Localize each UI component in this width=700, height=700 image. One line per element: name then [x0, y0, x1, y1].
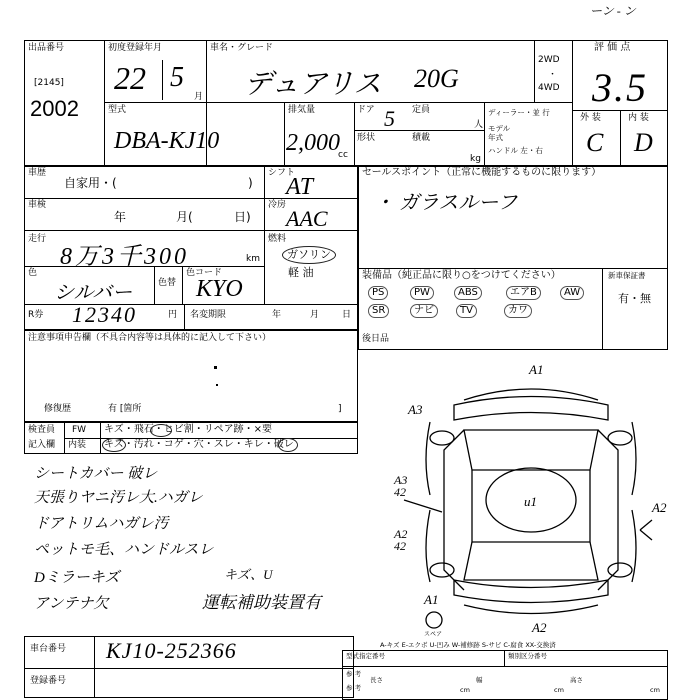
note-1: シートカバー 破レ [34, 466, 158, 482]
note-6: アンテナ欠 [34, 596, 109, 612]
mark-rear-a2: A2 [532, 620, 547, 635]
recycle-yen: 円 [168, 310, 178, 320]
shift-value: AT [286, 174, 314, 200]
name-change-label: 名変期限 [190, 310, 227, 320]
equipment-item: TV [456, 304, 477, 318]
inspection-day: 日) [234, 210, 251, 224]
category-label: 類別区分番号 [508, 652, 547, 660]
model-year-label: モデル 年式 [488, 124, 511, 142]
legend: A-キズ E-エクボ U-凹み W-補修跡 S-サビ C-腐食 XX-交換済 [380, 641, 556, 649]
load-label: 積載 [412, 133, 431, 143]
warranty-label: 新車保証書 [608, 271, 646, 280]
dealer-label: ディーラー・並 行 [488, 108, 550, 117]
length-label: 長さ [370, 676, 383, 684]
color-code: KYO [196, 276, 243, 302]
ref-2: 参 考 [346, 684, 362, 692]
inspection-label: 車検 [28, 200, 47, 210]
mark-front-a3: A3 [408, 402, 423, 417]
cm-3: cm [650, 686, 660, 694]
displacement-label: 排気量 [288, 105, 316, 115]
door-label: ドア [357, 105, 375, 115]
equipment-item: PS [368, 286, 388, 300]
chassis-number: KJ10-252366 [106, 638, 237, 663]
reg-number-label: 登録番号 [30, 676, 67, 686]
car-name: デュアリス [244, 69, 382, 100]
sales-points-label: セールスポイント（正常に機能するものに限ります） [362, 167, 602, 178]
mileage: 8万3千300 [60, 244, 189, 270]
equipment-item: ナビ [410, 304, 438, 318]
designation-frame [342, 650, 668, 700]
displacement: 2,000 [286, 130, 340, 156]
handle-label: ハンドル 左・右 [488, 146, 543, 155]
color-no-label: 色替 [158, 278, 177, 288]
cm-1: cm [460, 686, 470, 694]
shape-label: 形状 [357, 133, 376, 143]
fuel-label: 燃料 [268, 234, 287, 244]
recycle-amount: 12340 [72, 302, 137, 327]
note-7: キズ、U [224, 567, 273, 582]
mark-side-a2: A2 42 [394, 527, 408, 553]
fw-items: キズ・飛石・ヒビ割・リペア跡・×要 [104, 424, 272, 435]
nc-month: 月 [310, 310, 320, 320]
mark-roof-a1: A1 [529, 362, 544, 377]
notes-frame [24, 330, 358, 422]
note-8: 運転補助装置有 [202, 593, 321, 612]
equipment-item: ABS [454, 286, 482, 300]
equipment-item: PW [410, 286, 434, 300]
sales-point-item: ・ ガラスルーフ [374, 192, 518, 214]
ac-label: 冷房 [268, 200, 287, 210]
car-name-label: 車名・グレード [210, 43, 274, 53]
reg-year: 22 [114, 60, 146, 96]
mark-rear-a1: A1 [424, 592, 439, 607]
ref-1: 参 考 [346, 670, 362, 678]
grade: 20G [414, 64, 459, 93]
exterior-label: 外 装 [580, 113, 601, 123]
lot-number: 2002 [30, 96, 79, 121]
cm-2: cm [554, 686, 564, 694]
equipment-item: エアB [506, 286, 541, 300]
inspector-label-2: 記入欄 [28, 440, 56, 450]
interior-label: 内 装 [628, 113, 649, 123]
drive-dot: ・ [548, 70, 558, 80]
km-unit: km [246, 254, 260, 264]
recycle-label: R券 [28, 310, 44, 320]
lot-label: 出品番号 [28, 43, 65, 53]
color-label: 色 [28, 268, 38, 278]
score: 3.5 [592, 65, 648, 110]
inspection-year: 年 [114, 210, 127, 224]
note-3: ドアトリムハガレ汚 [34, 516, 169, 532]
drive-4wd: 4WD [538, 83, 560, 93]
nc-year: 年 [272, 310, 282, 320]
color-code-label: 色コード [186, 268, 223, 278]
repair-value: 有 [箇所 [108, 404, 142, 414]
warranty-value: 有・無 [618, 292, 651, 305]
color-value: シルバー [54, 282, 133, 304]
reg-month: 5 [170, 62, 184, 93]
history-close: ) [248, 176, 253, 190]
top-fragment: ーン ‐ ン [590, 4, 636, 18]
note-2: 天張りヤニ汚レ大.ハガレ [34, 490, 203, 506]
first-reg-label: 初度登録年月 [108, 43, 163, 53]
note-5: Dミラーキズ [34, 570, 120, 586]
width-label: 幅 [476, 676, 483, 684]
equipment-item: カワ [504, 304, 532, 318]
fw-label: FW [72, 425, 87, 435]
fuel-diesel: 軽 油 [288, 266, 314, 279]
shift-label: シフト [268, 168, 296, 178]
inspection-month: 月( [176, 210, 193, 224]
inspector-label-1: 検査員 [28, 425, 56, 435]
doors: 5 [384, 106, 395, 131]
spare-label: スペア [424, 631, 443, 638]
mark-center-u1: u1 [524, 494, 537, 509]
mark-right-a2: A2 [652, 500, 667, 515]
interior-grade: D [634, 128, 653, 157]
history-value: 自家用・( [64, 176, 117, 190]
rear-seat-label: 後日品 [362, 334, 390, 344]
model-label: 型式 [108, 105, 127, 115]
notes-label: 注意事項申告欄（不具合内容等は具体的に記入して下さい） [28, 333, 272, 343]
drive-2wd: 2WD [538, 55, 560, 65]
capacity-label: 定員 [412, 105, 431, 115]
model-code: DBA-KJ10 [114, 128, 220, 154]
int-items: キズ・汚れ・コゲ・穴・スレ・キレ・破レ [104, 439, 294, 450]
int-label: 内装 [68, 440, 87, 450]
auction-code: [2145] [34, 78, 64, 88]
chassis-label: 車台番号 [30, 644, 67, 654]
fuel-gas: ガソリン [282, 246, 336, 264]
equipment-label: 装備品（純正品に限り○をつけてください） [362, 270, 561, 281]
nc-day: 日 [342, 310, 352, 320]
repair-label: 修復歴 [44, 404, 72, 414]
height-label: 高さ [570, 676, 583, 684]
auction-sheet [24, 40, 668, 700]
capacity-unit: 人 [474, 120, 484, 130]
repair-close: ] [338, 404, 342, 414]
note-4: ペットモ毛、ハンドルスレ [34, 542, 214, 558]
designation-label: 型式指定番号 [346, 652, 385, 660]
month-unit: 月 [194, 92, 204, 102]
mark-side-a3: A3 42 [394, 473, 408, 499]
ac-value: AAC [286, 206, 328, 231]
exterior-grade: C [586, 128, 604, 157]
kg-unit: kg [470, 154, 481, 164]
cc-unit: cc [338, 150, 348, 160]
history-label: 車歴 [28, 168, 47, 178]
equipment-item: SR [368, 304, 389, 318]
mileage-label: 走行 [28, 234, 47, 244]
score-label: 評 価 点 [594, 42, 631, 53]
equipment-item: AW [560, 286, 584, 300]
